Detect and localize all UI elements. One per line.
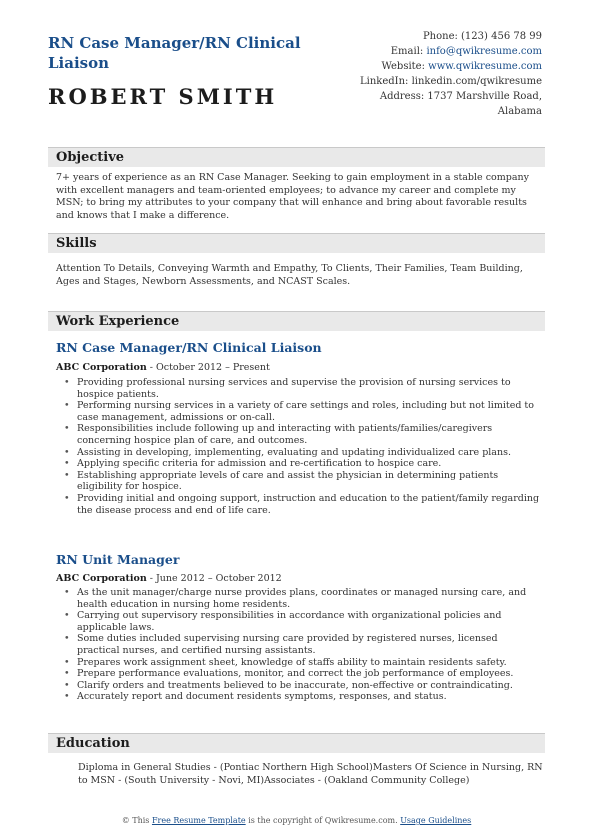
job-1-dates: - October 2012 – Present xyxy=(146,362,270,373)
footer-middle: is the copyright of Qwikresume.com. xyxy=(245,816,401,825)
list-item: • Responsibilities include following up and interacting with patients/families/caregivers concerning hospice plan of care, and outcomes. xyxy=(64,423,542,446)
list-item: • Some duties included supervising nursing care provided by registered nurses, licensed practical nurses, and certified nursing assistants. xyxy=(64,633,542,656)
skills-text: Attention To Details, Conveying Warmth and Empathy, To Clients, Their Families, Team Building, Ages and Stages, Newborn Assessments, and NCAST Scales. xyxy=(56,263,523,287)
email-link[interactable]: info@qwikresume.com xyxy=(426,46,542,57)
job-title: RN Case Manager/RN Clinical Liaison xyxy=(48,34,301,72)
candidate-name: ROBERT SMITH xyxy=(48,84,278,109)
job-2-bullets xyxy=(64,587,542,703)
objective-heading-bar xyxy=(48,147,545,167)
contact-block xyxy=(312,29,542,119)
contact-address-line2: Alabama xyxy=(497,106,542,117)
job-1-company: ABC Corporation xyxy=(56,362,147,373)
list-item: • Clarify orders and treatments believed to be inaccurate, non-effective or contraindicating. xyxy=(64,680,542,692)
work-heading: Work Experience xyxy=(56,314,180,329)
contact-email-label: Email: xyxy=(390,46,427,57)
job-1-meta xyxy=(56,362,270,373)
list-item: • Prepare performance evaluations, monitor, and correct the job performance of employees. xyxy=(64,668,542,680)
list-item: • Applying specific criteria for admission and re-certification to hospice care. xyxy=(64,458,542,470)
list-item: • As the unit manager/charge nurse provides plans, coordinates or managed nursing care, and health education in nursing home residents. xyxy=(64,587,542,610)
skills-heading: Skills xyxy=(56,236,97,251)
list-item: • Providing professional nursing services and supervise the provision of nursing services to hospice patients. xyxy=(64,377,542,400)
job-2-title: RN Unit Manager xyxy=(56,552,180,567)
contact-phone: Phone: (123) 456 78 99 xyxy=(422,31,542,42)
job-2-meta xyxy=(56,573,282,584)
list-item: • Accurately report and document residents symptoms, responses, and status. xyxy=(64,691,542,703)
footer-prefix: © This xyxy=(121,816,152,825)
list-item: • Prepares work assignment sheet, knowledge of staffs ability to maintain residents safety. xyxy=(64,657,542,669)
job-1-bullets xyxy=(64,377,542,516)
contact-website-label: Website: xyxy=(381,61,429,72)
objective-text: 7+ years of experience as an RN Case Manager. Seeking to gain employment in a stable company with excellent managers and team-oriented employees; to advance my career and complete my MSN; to bring my attributes to your company that will enhance and bring about favorable results and knows that I make a difference. xyxy=(56,172,529,221)
list-item: • Providing initial and ongoing support, instruction and education to the patient/family regarding the disease process and end of life care. xyxy=(64,493,542,516)
usage-guidelines-link[interactable]: Usage Guidelines xyxy=(400,816,472,825)
objective-heading: Objective xyxy=(56,150,125,165)
free-template-link[interactable]: Free Resume Template xyxy=(151,816,246,825)
job-2-dates: - June 2012 – October 2012 xyxy=(146,573,282,584)
education-heading: Education xyxy=(56,736,130,751)
list-item: • Carrying out supervisory responsibilities in accordance with organizational policies and applicable laws. xyxy=(64,610,542,633)
job-1-title: RN Case Manager/RN Clinical Liaison xyxy=(56,340,322,355)
resume-header xyxy=(0,0,593,140)
skills-heading-bar xyxy=(48,233,545,253)
contact-website-row xyxy=(312,59,542,74)
list-item: • Assisting in developing, implementing, evaluating and updating individualized care plans. xyxy=(64,447,542,459)
list-item: • Performing nursing services in a variety of care settings and roles, including but not limited to case management, admissions or on-call. xyxy=(64,400,542,423)
footer xyxy=(0,816,593,825)
website-link[interactable]: www.qwikresume.com xyxy=(428,61,542,72)
contact-linkedin: LinkedIn: linkedin.com/qwikresume xyxy=(360,76,542,87)
contact-email-row xyxy=(312,44,542,59)
education-heading-bar xyxy=(48,733,545,753)
contact-address-line1: Address: 1737 Marshville Road, xyxy=(379,91,542,102)
education-text: Diploma in General Studies - (Pontiac Northern High School)Masters Of Science in Nursing, RN to MSN - (South University - Novi, MI)Associates - (Oakland Community College) xyxy=(78,762,543,786)
job-2-company: ABC Corporation xyxy=(56,573,147,584)
work-heading-bar xyxy=(48,311,545,331)
list-item: • Establishing appropriate levels of care and assist the physician in determining patients eligibility for hospice. xyxy=(64,470,542,493)
